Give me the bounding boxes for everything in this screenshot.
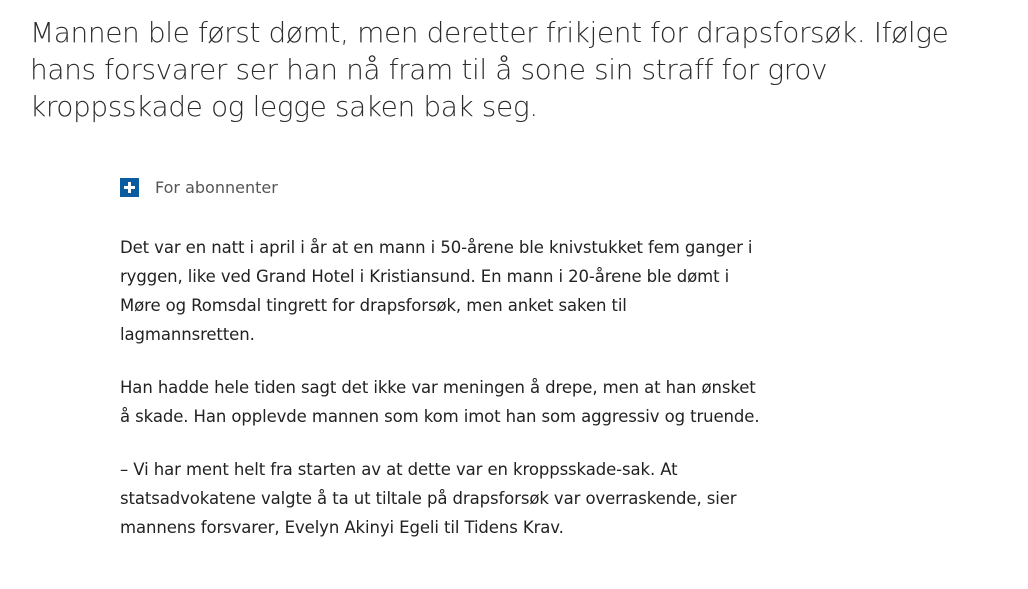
article-paragraph: Han hadde hele tiden sagt det ikke var meningen å drepe, men at han ønsket å skade. Han opplevde mannen som kom imot han som aggressiv og truende.: [120, 378, 760, 426]
subscriber-label: For abonnenter: [155, 178, 278, 197]
article-paragraph: Det var en natt i april i år at en mann i 50-årene ble knivstukket fem ganger i ryggen, like ved Grand Hotel i Kristiansund. En mann i 20-årene ble dømt i Møre og Romsdal tingrett for drapsforsøk, men anket saken til lagmannsretten.: [120, 238, 753, 344]
plus-icon: [120, 178, 139, 197]
subscriber-badge: [120, 178, 278, 197]
article-paragraph: – Vi har ment helt fra starten av at dette var en kroppsskade-sak. At statsadvokatene valgte å ta ut tiltale på drapsforsøk var overraskende, sier mannens forsvarer, Evelyn Akinyi Egeli til Tidens Krav.: [120, 460, 737, 537]
article-body: [120, 233, 760, 566]
article-lead: Mannen ble først dømt, men deretter frikjent for drapsforsøk. Ifølge hans forsvarer ser han nå fram til å sone sin straff for grov kroppsskade og legge saken bak seg.: [30, 16, 949, 123]
